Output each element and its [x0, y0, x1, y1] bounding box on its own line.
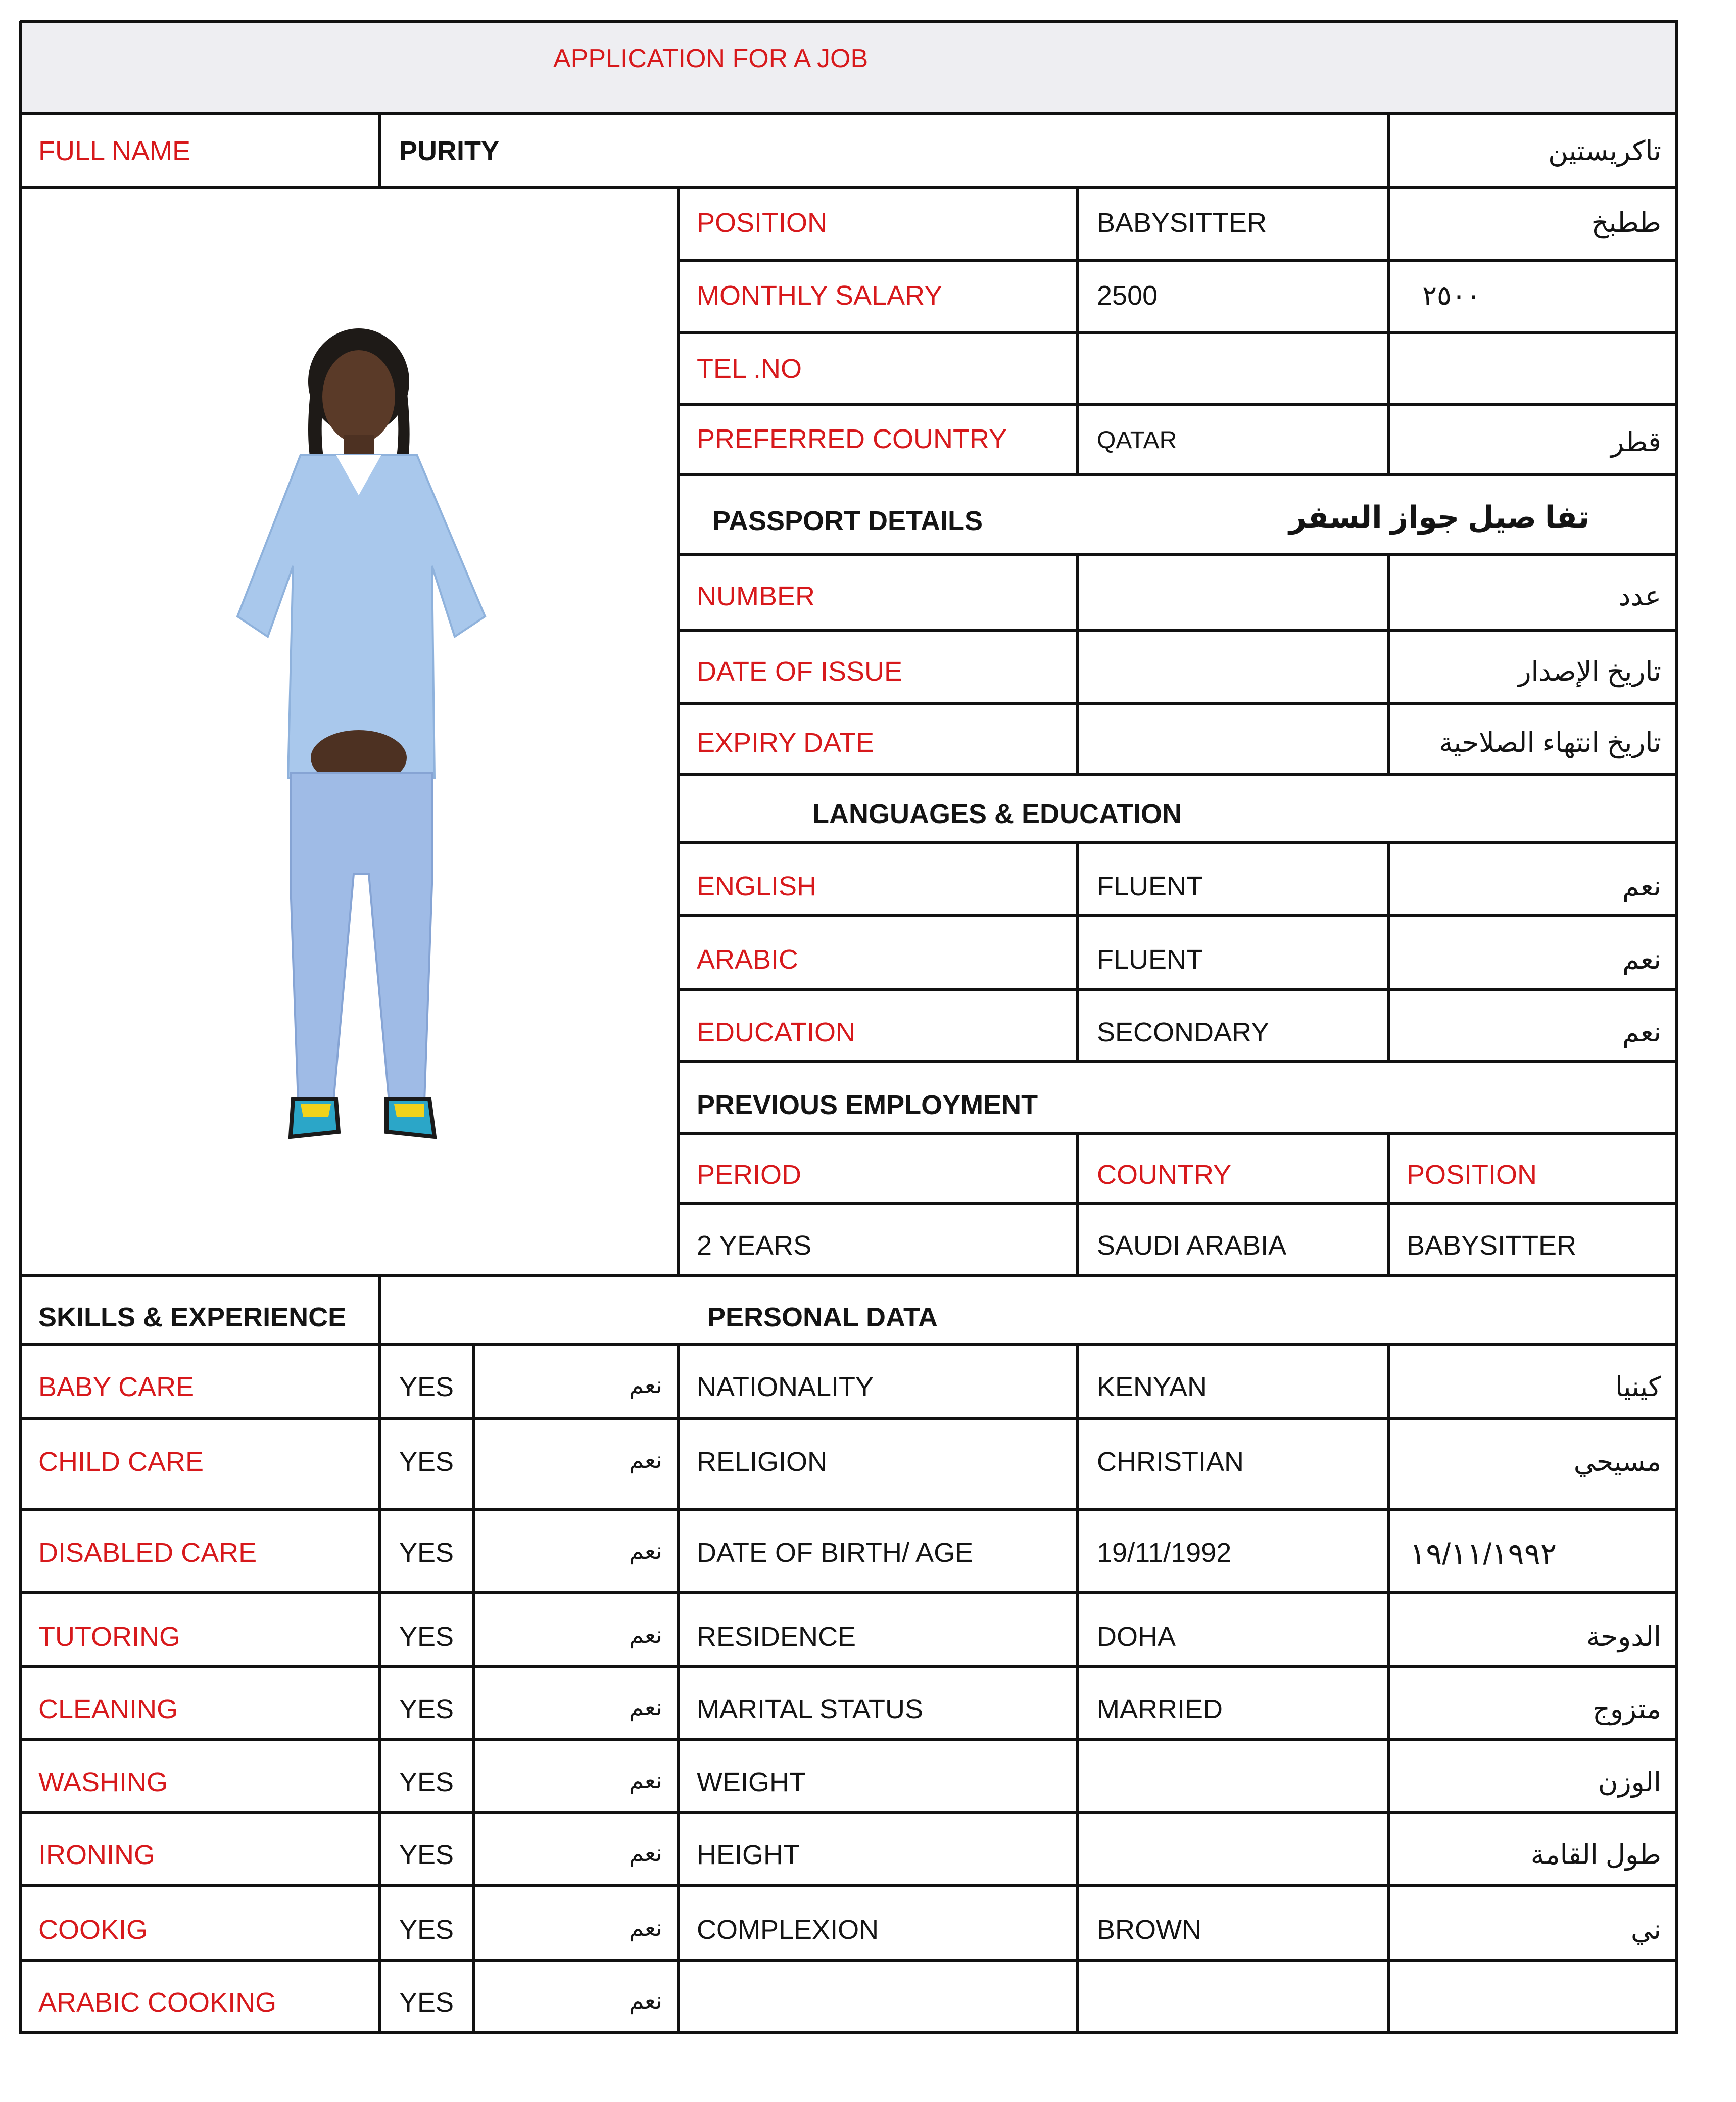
passport-heading: PASSPORT DETAILS: [712, 506, 983, 536]
grid-line: [20, 1417, 1678, 1420]
grid-line: [677, 1344, 680, 2034]
skill-label: ARABIC COOKING: [38, 1987, 277, 2018]
skill-label: IRONING: [38, 1840, 156, 1870]
issue-date-label: DATE OF ISSUE: [697, 656, 903, 687]
grid-line: [20, 112, 1678, 115]
languages-heading: LANGUAGES & EDUCATION: [812, 799, 1182, 829]
grid-line: [678, 259, 1678, 262]
personal-arabic: طول القامة: [1530, 1840, 1661, 1870]
personal-value: KENYAN: [1097, 1372, 1208, 1402]
personal-heading: PERSONAL DATA: [707, 1302, 938, 1332]
personal-value: 19/11/1992: [1097, 1538, 1232, 1568]
personal-label: NATIONALITY: [697, 1372, 874, 1402]
personal-label: RESIDENCE: [697, 1621, 856, 1652]
grid-line: [1387, 188, 1390, 476]
skill-label: CLEANING: [38, 1694, 178, 1725]
position-label: POSITION: [697, 208, 828, 238]
employment-period: 2 YEARS: [697, 1230, 812, 1261]
preferred-country-value: QATAR: [1097, 427, 1177, 454]
grid-line: [1076, 843, 1079, 1063]
passport-heading-arabic: تفا صيل جواز السفر: [1289, 500, 1589, 534]
skill-arabic: نعم: [629, 1372, 662, 1398]
full-name-value: PURITY: [399, 136, 500, 166]
skill-value: YES: [399, 1840, 454, 1870]
grid-line: [378, 113, 381, 189]
grid-line: [20, 1665, 1678, 1668]
grid-line: [678, 841, 1678, 844]
arabic-arabic: نعم: [1622, 944, 1661, 975]
english-value: FLUENT: [1097, 871, 1203, 901]
employment-position: BABYSITTER: [1407, 1230, 1577, 1261]
grid-line: [678, 988, 1678, 991]
skill-value: YES: [399, 1987, 454, 2018]
skill-label: BABY CARE: [38, 1372, 195, 1402]
personal-arabic: كينيا: [1615, 1372, 1661, 1402]
full-name-label: FULL NAME: [38, 136, 191, 166]
grid-line: [1076, 555, 1079, 776]
education-arabic: نعم: [1622, 1017, 1661, 1047]
grid-line: [20, 1591, 1678, 1594]
expiry-date-arabic: تاريخ انتهاء الصلاحية: [1439, 728, 1661, 758]
grid-line: [1076, 1344, 1079, 2034]
grid-line: [20, 1738, 1678, 1741]
grid-line: [677, 188, 680, 1277]
grid-line: [1675, 21, 1678, 2034]
preferred-country-arabic: قطر: [1611, 427, 1661, 457]
skill-arabic: نعم: [629, 1767, 662, 1793]
skill-value: YES: [399, 1538, 454, 1568]
personal-label: MARITAL STATUS: [697, 1694, 924, 1725]
employment-col-period: PERIOD: [697, 1160, 802, 1190]
employment-heading: PREVIOUS EMPLOYMENT: [697, 1090, 1038, 1120]
arabic-label: ARABIC: [697, 944, 799, 975]
passport-number-label: NUMBER: [697, 581, 815, 611]
issue-date-arabic: تاريخ الإصدار: [1518, 656, 1661, 687]
personal-value: BROWN: [1097, 1915, 1201, 1945]
grid-line: [472, 1344, 475, 2034]
grid-line: [678, 403, 1678, 406]
grid-line: [20, 20, 1678, 23]
grid-line: [678, 629, 1678, 632]
skill-value: YES: [399, 1767, 454, 1797]
skill-arabic: نعم: [629, 1987, 662, 2014]
education-value: SECONDARY: [1097, 1017, 1270, 1047]
grid-line: [678, 1060, 1678, 1063]
education-label: EDUCATION: [697, 1017, 856, 1047]
grid-line: [20, 1343, 1678, 1346]
grid-line: [678, 473, 1678, 476]
skills-heading: SKILLS & EXPERIENCE: [38, 1302, 347, 1332]
personal-value: DOHA: [1097, 1621, 1176, 1652]
grid-line: [678, 773, 1678, 776]
skill-arabic: نعم: [629, 1538, 662, 1564]
personal-arabic: مسيحي: [1573, 1447, 1661, 1477]
skill-label: WASHING: [38, 1767, 168, 1797]
personal-arabic: الدوحة: [1586, 1621, 1661, 1652]
english-label: ENGLISH: [697, 871, 817, 901]
english-arabic: نعم: [1622, 871, 1661, 901]
form-title: APPLICATION FOR A JOB: [553, 44, 869, 73]
grid-line: [678, 1132, 1678, 1135]
grid-line: [678, 702, 1678, 705]
personal-label: COMPLEXION: [697, 1915, 879, 1945]
employment-col-country: COUNTRY: [1097, 1160, 1232, 1190]
personal-label: WEIGHT: [697, 1767, 806, 1797]
grid-line: [20, 2031, 1678, 2034]
salary-value: 2500: [1097, 280, 1158, 311]
grid-line: [378, 1275, 381, 2034]
grid-line: [1387, 843, 1390, 1063]
expiry-date-label: EXPIRY DATE: [697, 728, 875, 758]
personal-arabic: ني: [1630, 1915, 1661, 1945]
salary-arabic: ٢٥٠٠: [1422, 280, 1481, 311]
arabic-value: FLUENT: [1097, 944, 1203, 975]
salary-label: MONTHLY SALARY: [697, 280, 943, 311]
grid-line: [1387, 555, 1390, 776]
position-arabic: ططبخ: [1591, 208, 1661, 238]
skill-label: CHILD CARE: [38, 1447, 204, 1477]
skill-label: DISABLED CARE: [38, 1538, 257, 1568]
skill-arabic: نعم: [629, 1621, 662, 1648]
grid-line: [20, 1811, 1678, 1814]
personal-arabic: الوزن: [1598, 1767, 1661, 1797]
grid-line: [1387, 113, 1390, 189]
personal-value: CHRISTIAN: [1097, 1447, 1244, 1477]
skill-arabic: نعم: [629, 1447, 662, 1473]
skill-value: YES: [399, 1621, 454, 1652]
grid-line: [678, 553, 1678, 556]
grid-line: [1076, 188, 1079, 476]
grid-line: [1387, 1134, 1390, 1277]
grid-line: [678, 914, 1678, 917]
skill-arabic: نعم: [629, 1840, 662, 1866]
personal-value: MARRIED: [1097, 1694, 1223, 1725]
skill-label: TUTORING: [38, 1621, 180, 1652]
passport-number-arabic: عدد: [1618, 581, 1661, 611]
personal-label: HEIGHT: [697, 1840, 800, 1870]
personal-arabic: ١٩/١١/١٩٩٢: [1410, 1537, 1557, 1571]
employment-col-position: POSITION: [1407, 1160, 1537, 1190]
position-value: BABYSITTER: [1097, 208, 1267, 238]
tel-label: TEL .NO: [697, 354, 802, 384]
skill-arabic: نعم: [629, 1694, 662, 1721]
personal-label: DATE OF BIRTH/ AGE: [697, 1538, 974, 1568]
grid-line: [1076, 1134, 1079, 1277]
skill-value: YES: [399, 1447, 454, 1477]
skill-label: COOKIG: [38, 1915, 148, 1945]
skill-value: YES: [399, 1694, 454, 1725]
grid-line: [20, 1508, 1678, 1511]
grid-line: [20, 1274, 1678, 1277]
grid-line: [19, 21, 22, 2034]
preferred-country-label: PREFERRED COUNTRY: [697, 424, 1007, 454]
skill-value: YES: [399, 1372, 454, 1402]
grid-line: [678, 331, 1678, 334]
skill-arabic: نعم: [629, 1915, 662, 1941]
applicant-photo: [202, 303, 556, 1152]
grid-line: [678, 1202, 1678, 1205]
grid-line: [20, 1884, 1678, 1887]
personal-arabic: متزوج: [1593, 1694, 1661, 1725]
full-name-arabic: تاكريستين: [1548, 136, 1661, 166]
grid-line: [1387, 1344, 1390, 2034]
employment-country: SAUDI ARABIA: [1097, 1230, 1287, 1261]
grid-line: [20, 1959, 1678, 1962]
personal-label: RELIGION: [697, 1447, 828, 1477]
grid-line: [20, 186, 1678, 189]
skill-value: YES: [399, 1915, 454, 1945]
